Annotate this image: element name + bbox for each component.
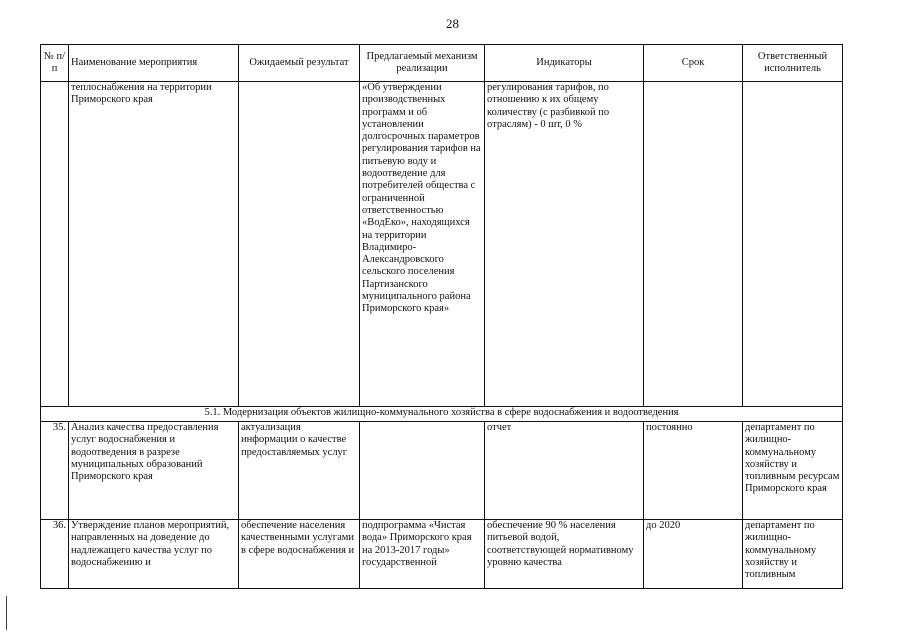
cell-result: обеспечение населения качественными услугами в сфере водоснабжения и xyxy=(239,520,360,589)
header-result: Ожидаемый результат xyxy=(239,45,360,82)
cell-term: до 2020 xyxy=(644,520,743,589)
cell-result: актуализация информации о качестве предоставляемых услуг xyxy=(239,422,360,520)
cell-number: 35. xyxy=(41,422,69,520)
cell-indicators: отчет xyxy=(485,422,644,520)
table-row xyxy=(41,82,843,407)
cell-executor: департамент по жилищно-коммунальному хозяйству и топливным ресурсам Приморского края xyxy=(743,422,843,520)
cell-number: 36. xyxy=(41,520,69,589)
cell-name: Утверждение планов мероприятий, направленных на доведение до надлежащего качества услуг по водоснабжению и xyxy=(69,520,239,589)
cell-executor xyxy=(743,82,843,407)
cell-mechanism xyxy=(360,422,485,520)
cell-indicators: обеспечение 90 % населения питьевой водой, соответствующей нормативному уровню качества xyxy=(485,520,644,589)
section-title: 5.1. Модернизация объектов жилищно-коммунального хозяйства в сфере водоснабжения и водоотведения xyxy=(41,407,843,422)
cell-mechanism: «Об утверждении производственных программ и об установлении долгосрочных параметров регулирования тарифов на питьевую воду и водоотведение для потребителей общества с ограниченной ответственностью «ВодЕко», находящихся на территории Владимиро-Александровского сельского поселения Партизанского муниципального района Приморского края» xyxy=(360,82,485,407)
cell-number xyxy=(41,82,69,407)
cell-name: теплоснабжения на территории Приморского края xyxy=(69,82,239,407)
cell-term xyxy=(644,82,743,407)
section-row xyxy=(41,407,843,422)
cell-term: постоянно xyxy=(644,422,743,520)
header-mechanism: Предлагаемый механизм реализации xyxy=(360,45,485,82)
table-row xyxy=(41,520,843,589)
header-indicators: Индикаторы xyxy=(485,45,644,82)
header-executor: Ответственный исполнитель xyxy=(743,45,843,82)
header-name: Наименование мероприятия xyxy=(69,45,239,82)
measures-table xyxy=(40,44,843,589)
cell-name: Анализ качества предоставления услуг водоснабжения и водоотведения в разрезе муниципальных образований Приморского края xyxy=(69,422,239,520)
cell-indicators: регулирования тарифов, по отношению к их общему количеству (с разбивкой по отраслям) - 0 шт, 0 % xyxy=(485,82,644,407)
table-row xyxy=(41,422,843,520)
cell-executor: департамент по жилищно-коммунальному хозяйству и топливным xyxy=(743,520,843,589)
margin-line xyxy=(6,596,7,630)
cell-result xyxy=(239,82,360,407)
header-term: Срок xyxy=(644,45,743,82)
header-number: № п/п xyxy=(41,45,69,82)
cell-mechanism: подпрограмма «Чистая вода» Приморского края на 2013-2017 годы» государственной xyxy=(360,520,485,589)
page-number: 28 xyxy=(446,16,459,31)
table-header-row xyxy=(41,45,843,82)
